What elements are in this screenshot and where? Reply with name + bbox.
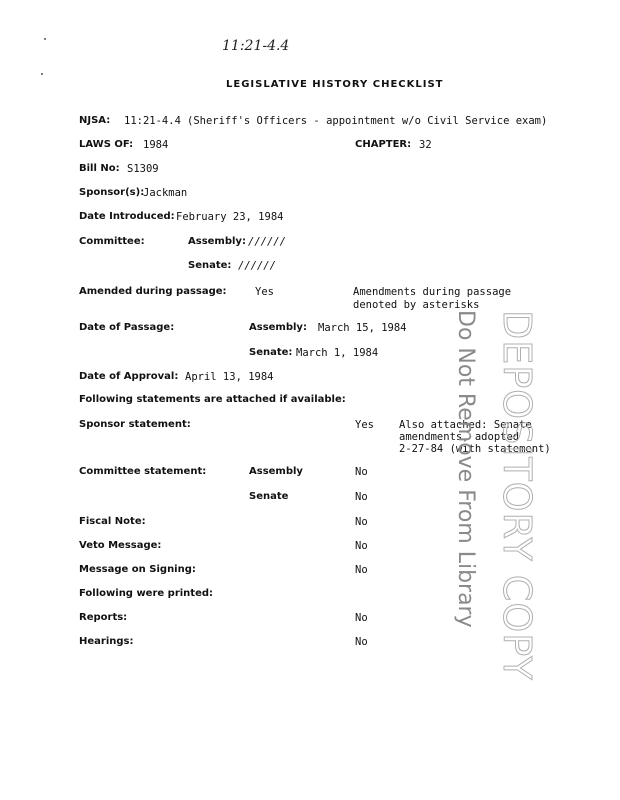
approval-value: April 13, 1984 [185,371,274,383]
fiscal-note-label: Fiscal Note: [79,516,146,527]
committee-statement-assembly-label: Assembly [249,466,303,477]
njsa-description: (Sheriff's Officers - appointment w/o Civil Service exam) [187,115,548,127]
committee-assembly-value: ////// [248,236,286,248]
committee-statement-label: Committee statement: [79,466,207,477]
amended-value: Yes [255,286,274,298]
page-title: LEGISLATIVE HISTORY CHECKLIST [226,79,444,90]
reports-value: No [355,612,368,624]
sponsor-value: Jackman [143,187,188,199]
message-on-signing-label: Message on Signing: [79,564,196,575]
message-on-signing-value: No [355,564,368,576]
date-introduced-value: February 23, 1984 [176,211,284,223]
following-printed-heading: Following were printed: [79,588,214,599]
hearings-value: No [355,636,368,648]
bill-no-value: S1309 [127,163,159,175]
committee-senate-label: Senate: [188,260,232,271]
committee-senate-value: ////// [238,260,276,272]
laws-of-value: 1984 [143,139,169,151]
committee-label: Committee: [79,236,145,247]
veto-message-value: No [355,540,368,552]
date-introduced-label: Date Introduced: [79,211,175,222]
sponsor-statement-value: Yes [355,419,374,431]
also-attached-line2: amendments, adopted [399,431,520,443]
do-not-remove-stamp: Do Not Remove From Library [453,310,478,628]
committee-statement-senate-value: No [355,491,368,503]
passage-assembly-label: Assembly: [249,322,307,333]
amended-note-line1: Amendments during passage [353,286,512,298]
also-attached-line1: Also attached: Senate [399,419,532,431]
chapter-label: CHAPTER: [355,139,412,150]
sponsor-statement-label: Sponsor statement: [79,419,191,430]
reports-label: Reports: [79,612,128,623]
bill-no-label: Bill No: [79,163,120,174]
amended-note-line2: denoted by asterisks [353,299,480,311]
approval-label: Date of Approval: [79,371,179,382]
following-attached-heading: Following statements are attached if available: [79,394,346,405]
chapter-value: 32 [419,139,432,151]
veto-message-label: Veto Message: [79,540,162,551]
njsa-value: 11:21-4.4 [124,115,181,127]
scan-speck [41,73,43,75]
committee-assembly-label: Assembly: [188,236,246,247]
scan-speck [44,38,46,40]
laws-of-label: LAWS OF: [79,139,134,150]
hearings-label: Hearings: [79,636,134,647]
passage-senate-value: March 1, 1984 [296,347,379,359]
handwritten-reference: 11:21-4.4 [222,38,290,54]
committee-statement-senate-label: Senate [249,491,289,502]
committee-statement-assembly-value: No [355,466,368,478]
depository-copy-stamp: DEPOSITORY COPY [495,310,539,681]
sponsor-label: Sponsor(s): [79,187,145,198]
fiscal-note-value: No [355,516,368,528]
njsa-label: NJSA: [79,115,111,126]
passage-label: Date of Passage: [79,322,175,333]
amended-label: Amended during passage: [79,286,227,297]
also-attached-line3: 2-27-84 (with statement) [399,443,551,455]
passage-senate-label: Senate: [249,347,293,358]
passage-assembly-value: March 15, 1984 [318,322,407,334]
